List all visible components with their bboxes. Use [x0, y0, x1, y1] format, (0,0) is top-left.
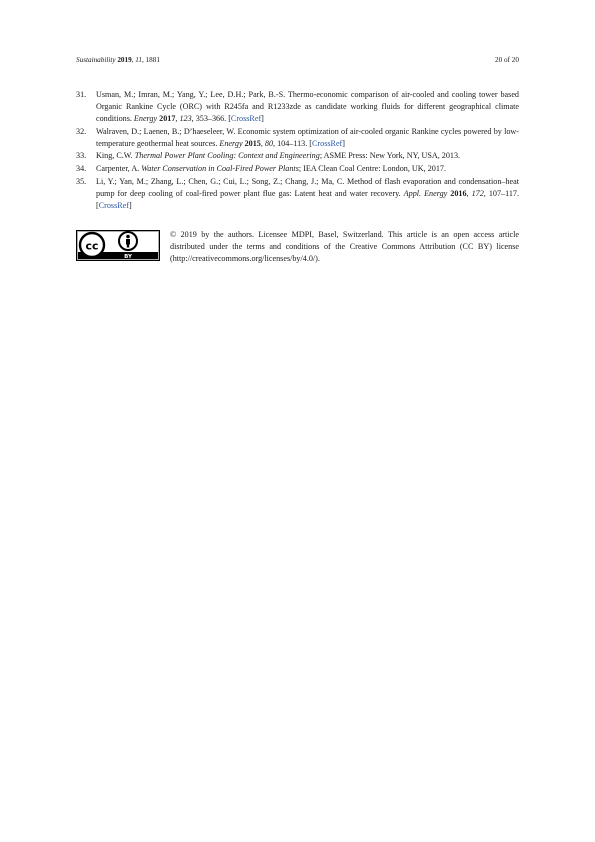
journal-name: Sustainability: [76, 56, 116, 64]
reference-number: 33.: [76, 151, 87, 161]
license-block: [76, 229, 519, 265]
svg-text:cc: cc: [85, 239, 99, 253]
bracket-close: ]: [128, 200, 132, 210]
reference-pages: , 104–113. [: [273, 138, 313, 148]
reference-journal: Energy: [219, 138, 243, 148]
reference-text: [96, 150, 519, 162]
page-header: [76, 56, 519, 64]
journal-year: 2019: [117, 56, 132, 64]
page-number: 20 of 20: [495, 56, 519, 64]
reference-number: 32.: [76, 126, 87, 136]
reference-number: 31.: [76, 90, 87, 99]
crossref-link[interactable]: CrossRef: [230, 114, 262, 124]
reference-list: [76, 89, 519, 212]
reference-number: 34.: [76, 164, 87, 174]
journal-volume: 11: [135, 56, 142, 64]
journal-citation: Sustainability 2019, 11, 1881: [76, 56, 160, 64]
crossref-link[interactable]: CrossRef: [312, 138, 343, 148]
reference-authors-title: Li, Y.; Yan, M.; Zhang, L.; Chen, G.; Cui, L.; Song, Z.; Chang, J.; Ma, C. Method of flash evaporation and condensation–heat pump for deep cooling of coal-fired power plant flue gas: Latent heat and water recovery.: [96, 176, 519, 198]
reference-book-title: Thermal Power Plant Cooling: Context and Engineering: [134, 151, 320, 161]
journal-article: , 1881: [141, 56, 160, 64]
reference-year: 2016: [450, 188, 467, 198]
reference-volume: 172: [471, 188, 484, 198]
reference-item: [76, 176, 519, 212]
reference-volume: 80: [264, 138, 274, 148]
reference-text: Walraven, D.; Laenen, B.; D’haeseleer, W. Economic system optimization of air-cooled organic Rankine cycles powered by low-temperature geothermal heat sources. Energy 2015, 80, 104–113. [CrossRef]: [96, 126, 519, 148]
reference-year: 2015: [244, 138, 261, 148]
reference-journal: Energy: [133, 114, 158, 124]
reference-number: 35.: [76, 176, 87, 186]
reference-publisher: ; IEA Clean Coal Centre: London, UK, 2017.: [298, 164, 446, 174]
reference-pages: , 107–117. [: [96, 188, 520, 210]
reference-year: 2017: [159, 114, 176, 124]
reference-item: [76, 163, 519, 175]
reference-pages: , 353–366. [: [191, 114, 231, 124]
crossref-link[interactable]: CrossRef: [98, 200, 129, 210]
reference-authors-title: Usman, M.; Imran, M.; Yang, Y.; Lee, D.H.; Park, B.-S. Thermo-economic comparison of air-cooled and cooling tower based Organic Rankine Cycle (ORC) with R245fa and R1233zde as candidate working fluids for different geographical climate conditions.: [96, 90, 519, 124]
reference-text: Li, Y.; Yan, M.; Zhang, L.; Chen, G.; Cui, L.; Song, Z.; Chang, J.; Ma, C. Method of flash evaporation and condensation–heat pump for deep cooling of coal-fired power plant flue gas: Latent heat and water recovery. Appl. Energy 2016, 172, 107–117. [CrossRef]: [96, 176, 520, 210]
reference-book-title: Water Conservation in Coal-Fired Power Plants: [141, 164, 299, 174]
cc-by-label: BY: [124, 254, 132, 260]
reference-publisher: ; ASME Press: New York, NY, USA, 2013.: [319, 151, 461, 161]
reference-authors-title: Walraven, D.; Laenen, B.; D’haeseleer, W. Economic system optimization of air-cooled organic Rankine cycles powered by low-temperature geothermal heat sources.: [96, 126, 519, 148]
reference-authors: Carpenter, A.: [96, 164, 142, 174]
cc-by-license-icon[interactable]: [76, 230, 160, 261]
reference-text: [96, 163, 519, 175]
reference-journal: Appl. Energy: [403, 188, 448, 198]
reference-item: [76, 150, 519, 162]
reference-volume: 123: [179, 114, 192, 124]
reference-text: Usman, M.; Imran, M.; Yang, Y.; Lee, D.H.; Park, B.-S. Thermo-economic comparison of air-cooled and cooling tower based Organic Rankine Cycle (ORC) with R245fa and R1233zde as candidate working fluids for different geographical climate conditions. Energy 2017, 123, 353–366. [CrossRef]: [96, 90, 519, 124]
reference-item: [76, 89, 519, 125]
license-text: © 2019 by the authors. Licensee MDPI, Basel, Switzerland. This article is an open access article distributed under the terms and conditions of the Creative Commons Attribution (CC BY) license (http://creativecommons.org/licenses/by/4.0/).: [170, 230, 519, 264]
reference-authors: King, C.W.: [96, 151, 135, 161]
bracket-close: ]: [261, 114, 264, 124]
reference-item: [76, 126, 519, 150]
bracket-close: ]: [342, 138, 345, 148]
